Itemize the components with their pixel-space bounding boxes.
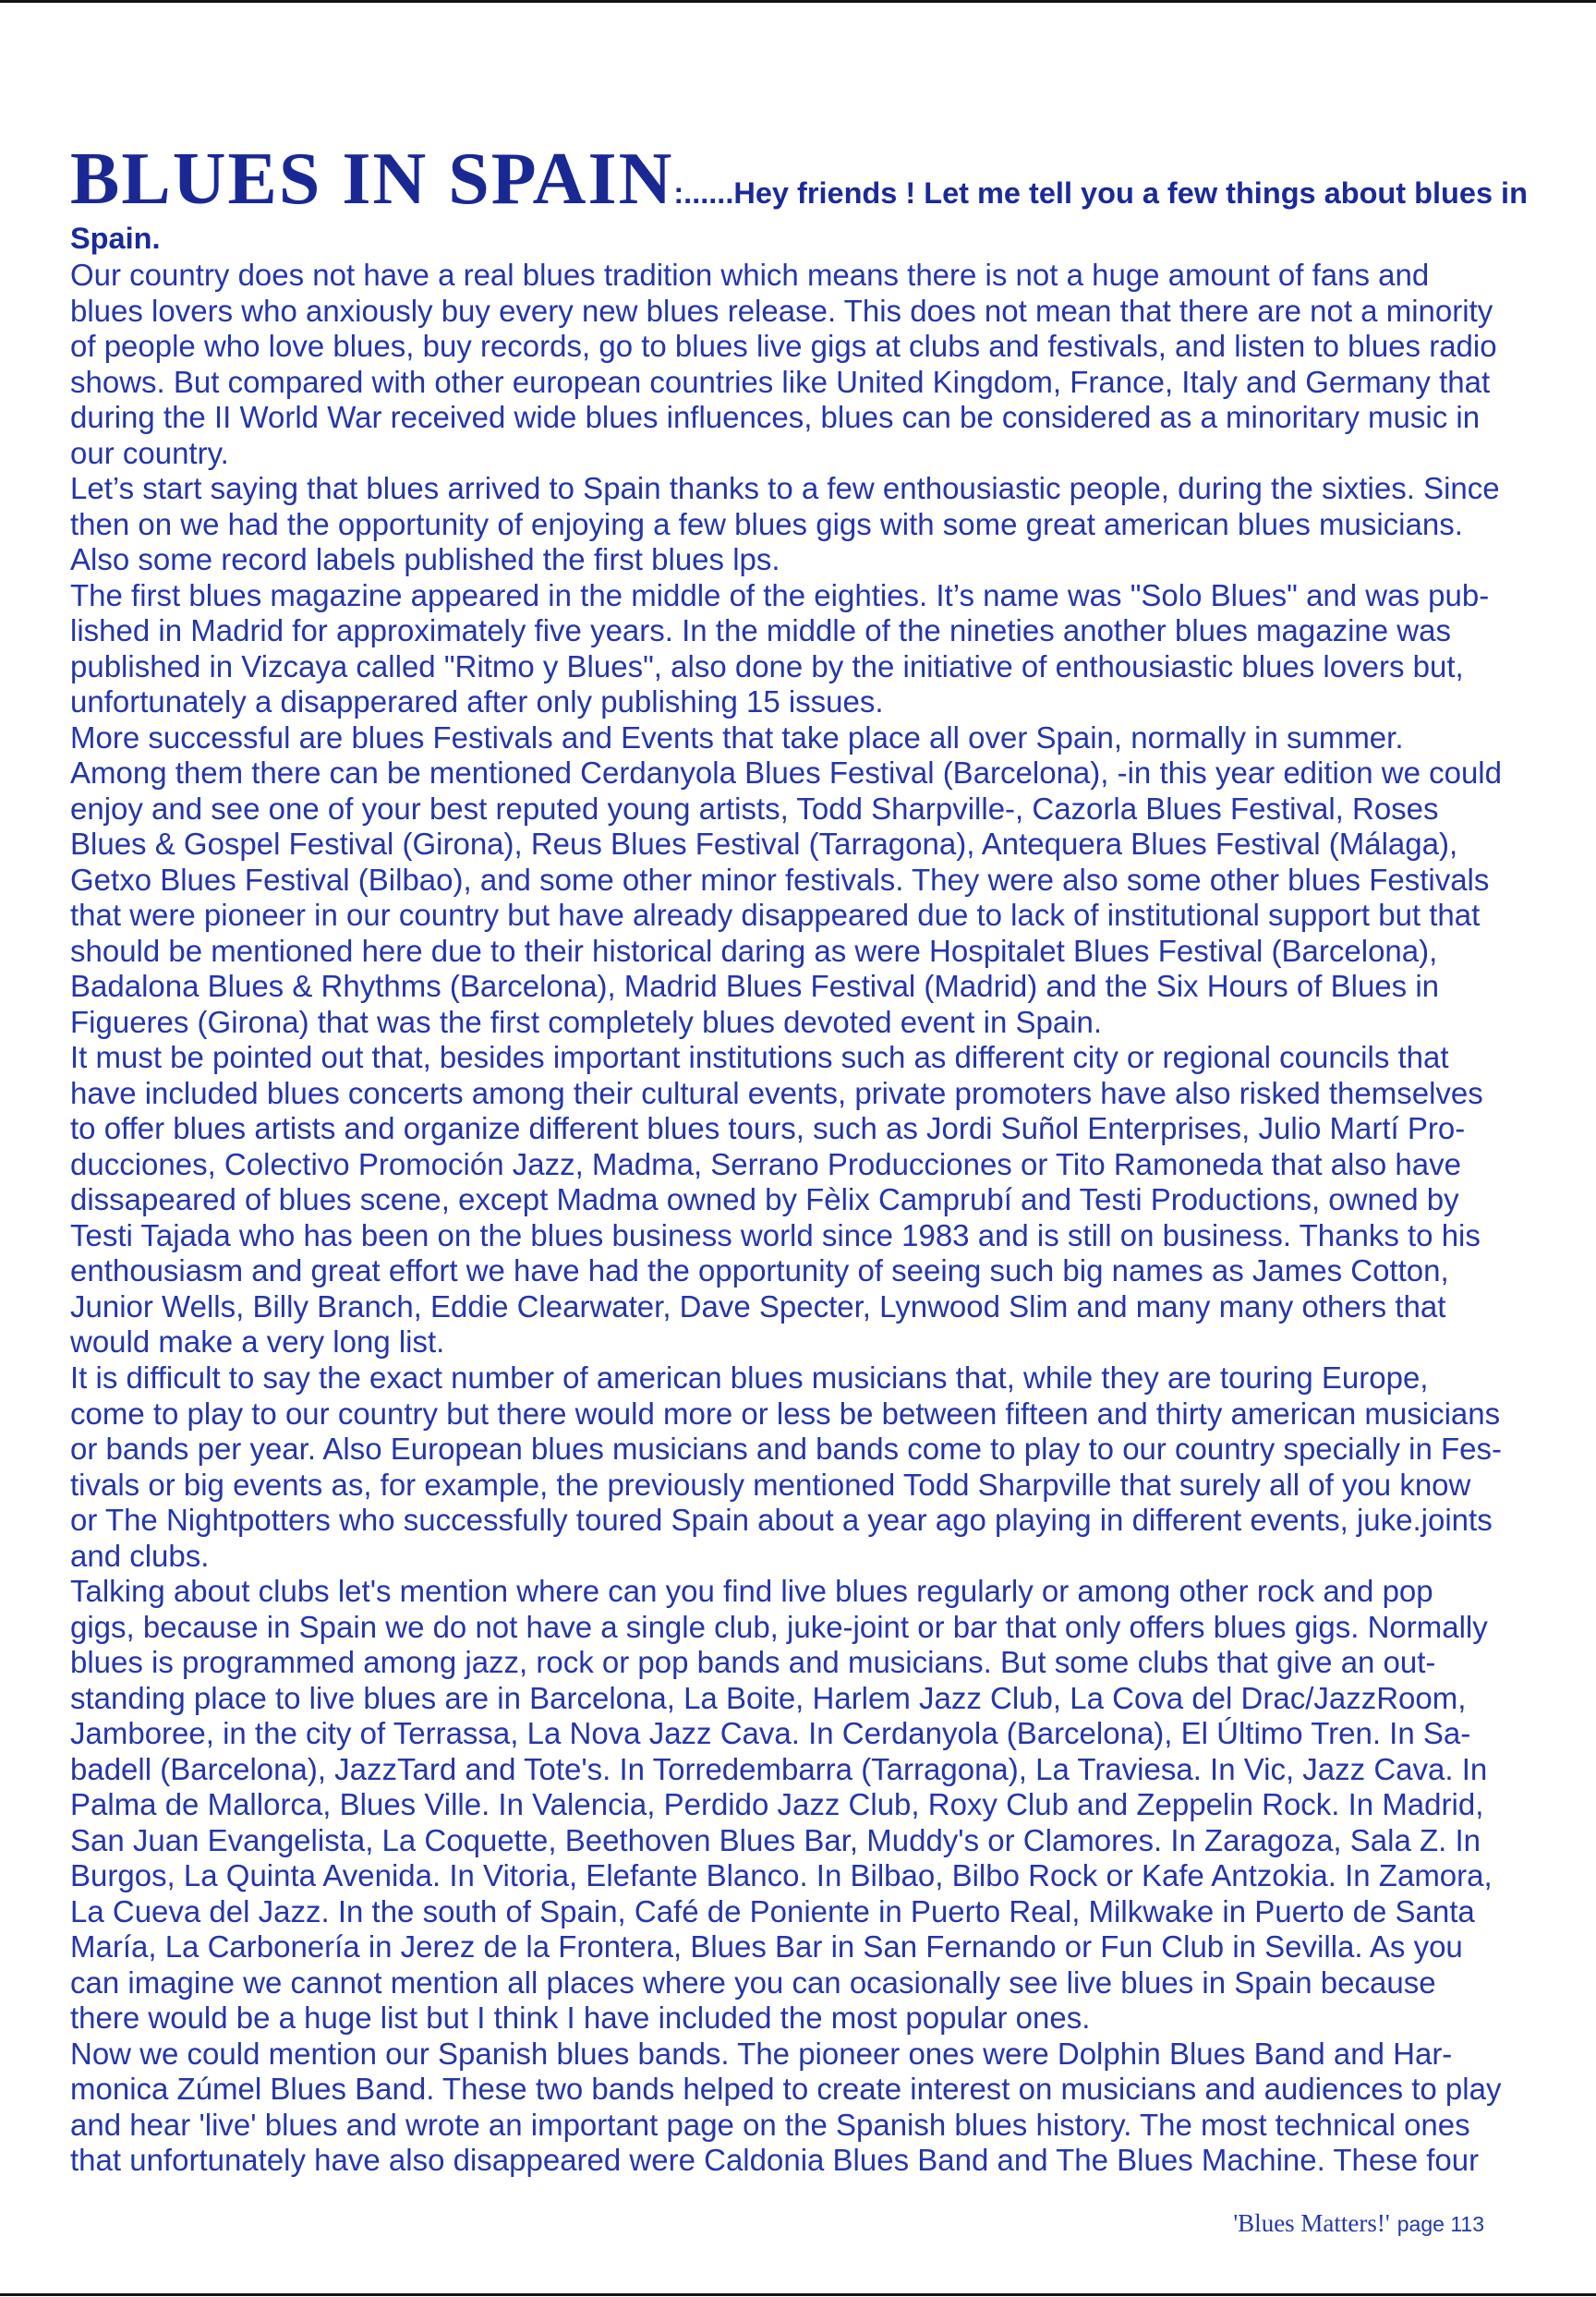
body-line: shows. But compared with other european countries like United Kingdom, France, Italy and Germany that	[70, 364, 1491, 399]
body-line: published in Vizcaya called "Ritmo y Blues", also done by the initiative of enthousiastic blues lovers but,	[70, 648, 1464, 683]
body-line: Figueres (Girona) that was the first completely blues devoted event in Spain.	[70, 1004, 1103, 1039]
body-line: Jamboree, in the city of Terrassa, La Nova Jazz Cava. In Cerdanyola (Barcelona), El Último Tren. In Sa-	[70, 1716, 1471, 1751]
body-line: gigs, because in Spain we do not have a single club, juke-joint or bar that only offers blues gigs. Normally	[70, 1609, 1488, 1644]
paragraph	[70, 1360, 1568, 1574]
body-line: that were pioneer in our country but have already disappeared due to lack of institutional support but that	[70, 898, 1481, 933]
magazine-name: 'Blues Matters!'	[1233, 2209, 1390, 2237]
body-line: monica Zúmel Blues Band. These two bands helped to create interest on musicians and audiences to play	[70, 2072, 1502, 2107]
body-line: María, La Carbonería in Jerez de la Frontera, Blues Bar in San Fernando or Fun Club in Sevilla. As you	[70, 1929, 1463, 1965]
body-line: that unfortunately have also disappeared were Caldonia Blues Band and The Blues Machine. These four	[70, 2143, 1480, 2178]
body-line: Junior Wells, Billy Branch, Eddie Clearwater, Dave Specter, Lynwood Slim and many many others that	[70, 1288, 1446, 1324]
body-line: Palma de Mallorca, Blues Ville. In Valencia, Perdido Jazz Club, Roxy Club and Zeppelin Rock. In Madrid,	[70, 1787, 1484, 1822]
page-number: page 113	[1396, 2212, 1484, 2236]
article-intro-lead: :......Hey friends ! Let me tell you a few things about blues in	[673, 176, 1528, 210]
body-line: unfortunately a disapperared after only publishing 15 issues.	[70, 684, 884, 719]
body-line: should be mentioned here due to their historical daring as were Hospitalet Blues Festival (Barcelona),	[70, 933, 1438, 968]
body-line: It must be pointed out that, besides important institutions such as different city or regional councils that	[70, 1040, 1449, 1075]
body-line: during the II World War received wide blues influences, blues can be considered as a minoritary music in	[70, 400, 1481, 435]
body-line: enthousiasm and great effort we have had the opportunity of seeing such big names as James Cotton,	[70, 1253, 1449, 1288]
article-heading	[70, 138, 1585, 222]
paragraph	[70, 1040, 1568, 1360]
body-line: Testi Tajada who has been on the blues business world since 1983 and is still on business. Thanks to his	[70, 1217, 1481, 1252]
body-line: dissapeared of blues scene, except Madma owned by Fèlix Camprubí and Testi Productions, owned by	[70, 1182, 1459, 1217]
body-line: blues is programmed among jazz, rock or pop bands and musicians. But some clubs that give an out-	[70, 1645, 1436, 1680]
body-line: La Cueva del Jazz. In the south of Spain, Café de Poniente in Puerto Real, Milkwake in Puerto de Santa	[70, 1893, 1475, 1928]
scan-edge-top	[0, 0, 1596, 3]
paragraph	[70, 720, 1568, 1041]
body-line: or The Nightpotters who successfully toured Spain about a year ago playing in different events, juke.joints	[70, 1503, 1493, 1538]
body-line: ducciones, Colectivo Promoción Jazz, Madma, Serrano Producciones or Tito Ramoneda that also have	[70, 1146, 1461, 1181]
body-line: It is difficult to say the exact number of american blues musicians that, while they are touring Europe,	[70, 1360, 1429, 1395]
body-line: have included blues concerts among their cultural events, private promoters have also risked themselves	[70, 1075, 1483, 1110]
body-line: or bands per year. Also European blues musicians and bands come to play to our country specially in Fes-	[70, 1432, 1503, 1467]
body-line: The first blues magazine appeared in the middle of the eighties. It’s name was "Solo Blues" and was pub-	[70, 577, 1490, 612]
body-line: standing place to live blues are in Barcelona, La Boite, Harlem Jazz Club, La Cova del Drac/JazzRoom,	[70, 1680, 1467, 1715]
body-line: badell (Barcelona), JazzTard and Tote's. In Torredembarra (Tarragona), La Traviesa. In Vic, Jazz Cava. In	[70, 1751, 1488, 1786]
article-intro-continuation: Spain.	[70, 222, 161, 255]
body-line: and clubs.	[70, 1538, 210, 1573]
article-body	[70, 258, 1568, 2179]
body-line: would make a very long list.	[70, 1324, 445, 1360]
page-footer	[1233, 2209, 1484, 2238]
body-line: blues lovers who anxiously buy every new blues release. This does not mean that there are not a minority	[70, 293, 1493, 328]
article-title: BLUES IN SPAIN	[70, 139, 674, 220]
body-line: Now we could mention our Spanish blues bands. The pioneer ones were Dolphin Blues Band and Har-	[70, 2036, 1453, 2071]
body-line: Our country does not have a real blues tradition which means there is not a huge amount of fans and	[70, 258, 1430, 292]
body-line: to offer blues artists and organize different blues tours, such as Jordi Suñol Enterprises, Julio Martí Pro-	[70, 1111, 1466, 1146]
paragraph	[70, 578, 1568, 720]
body-line: can imagine we cannot mention all places where you can ocasionally see live blues in Spain because	[70, 1965, 1436, 2000]
body-line: Let’s start saying that blues arrived to Spain thanks to a few enthousiastic people, during the sixties. Since	[70, 471, 1500, 506]
body-line: tivals or big events as, for example, the previously mentioned Todd Sharpville that surely all of you know	[70, 1467, 1471, 1502]
body-line: enjoy and see one of your best reputed young artists, Todd Sharpville-, Cazorla Blues Festival, Roses	[70, 791, 1439, 826]
paragraph	[70, 471, 1568, 578]
body-line: San Juan Evangelista, La Coquette, Beethoven Blues Bar, Muddy's or Clamores. In Zaragoza, Sala Z. In	[70, 1822, 1481, 1857]
body-line: Badalona Blues & Rhythms (Barcelona), Madrid Blues Festival (Madrid) and the Six Hours of Blues in	[70, 969, 1440, 1004]
body-line: More successful are blues Festivals and Events that take place all over Spain, normally in summer.	[70, 719, 1404, 755]
body-line: Also some record labels published the first blues lps.	[70, 542, 780, 577]
body-line: then on we had the opportunity of enjoying a few blues gigs with some great american blues musicians.	[70, 506, 1463, 541]
paragraph	[70, 258, 1568, 471]
body-line: come to play to our country but there would more or less be between fifteen and thirty american musicians	[70, 1396, 1501, 1431]
scan-edge-bottom	[0, 2293, 1596, 2296]
paragraph	[70, 2037, 1568, 2179]
body-line: our country.	[70, 435, 229, 470]
body-line: of people who love blues, buy records, go to blues live gigs at clubs and festivals, and listen to blues radio	[70, 329, 1497, 364]
body-line: and hear 'live' blues and wrote an important page on the Spanish blues history. The most technical ones	[70, 2107, 1470, 2142]
body-line: Talking about clubs let's mention where can you find live blues regularly or among other rock and pop	[70, 1574, 1433, 1609]
body-line: Among them there can be mentioned Cerdanyola Blues Festival (Barcelona), -in this year edition we could	[70, 756, 1502, 791]
body-line: there would be a huge list but I think I have included the most popular ones.	[70, 2001, 1091, 2036]
body-line: Getxo Blues Festival (Bilbao), and some other minor festivals. They were also some other blues Festivals	[70, 862, 1490, 897]
body-line: Blues & Gospel Festival (Girona), Reus Blues Festival (Tarragona), Antequera Blues Festival (Málaga),	[70, 827, 1458, 862]
body-line: lished in Madrid for approximately five years. In the middle of the nineties another blues magazine was	[70, 613, 1451, 648]
body-line: Burgos, La Quinta Avenida. In Vitoria, Elefante Blanco. In Bilbao, Bilbo Rock or Kafe Antzokia. In Zamora,	[70, 1858, 1493, 1893]
paragraph	[70, 1574, 1568, 2037]
